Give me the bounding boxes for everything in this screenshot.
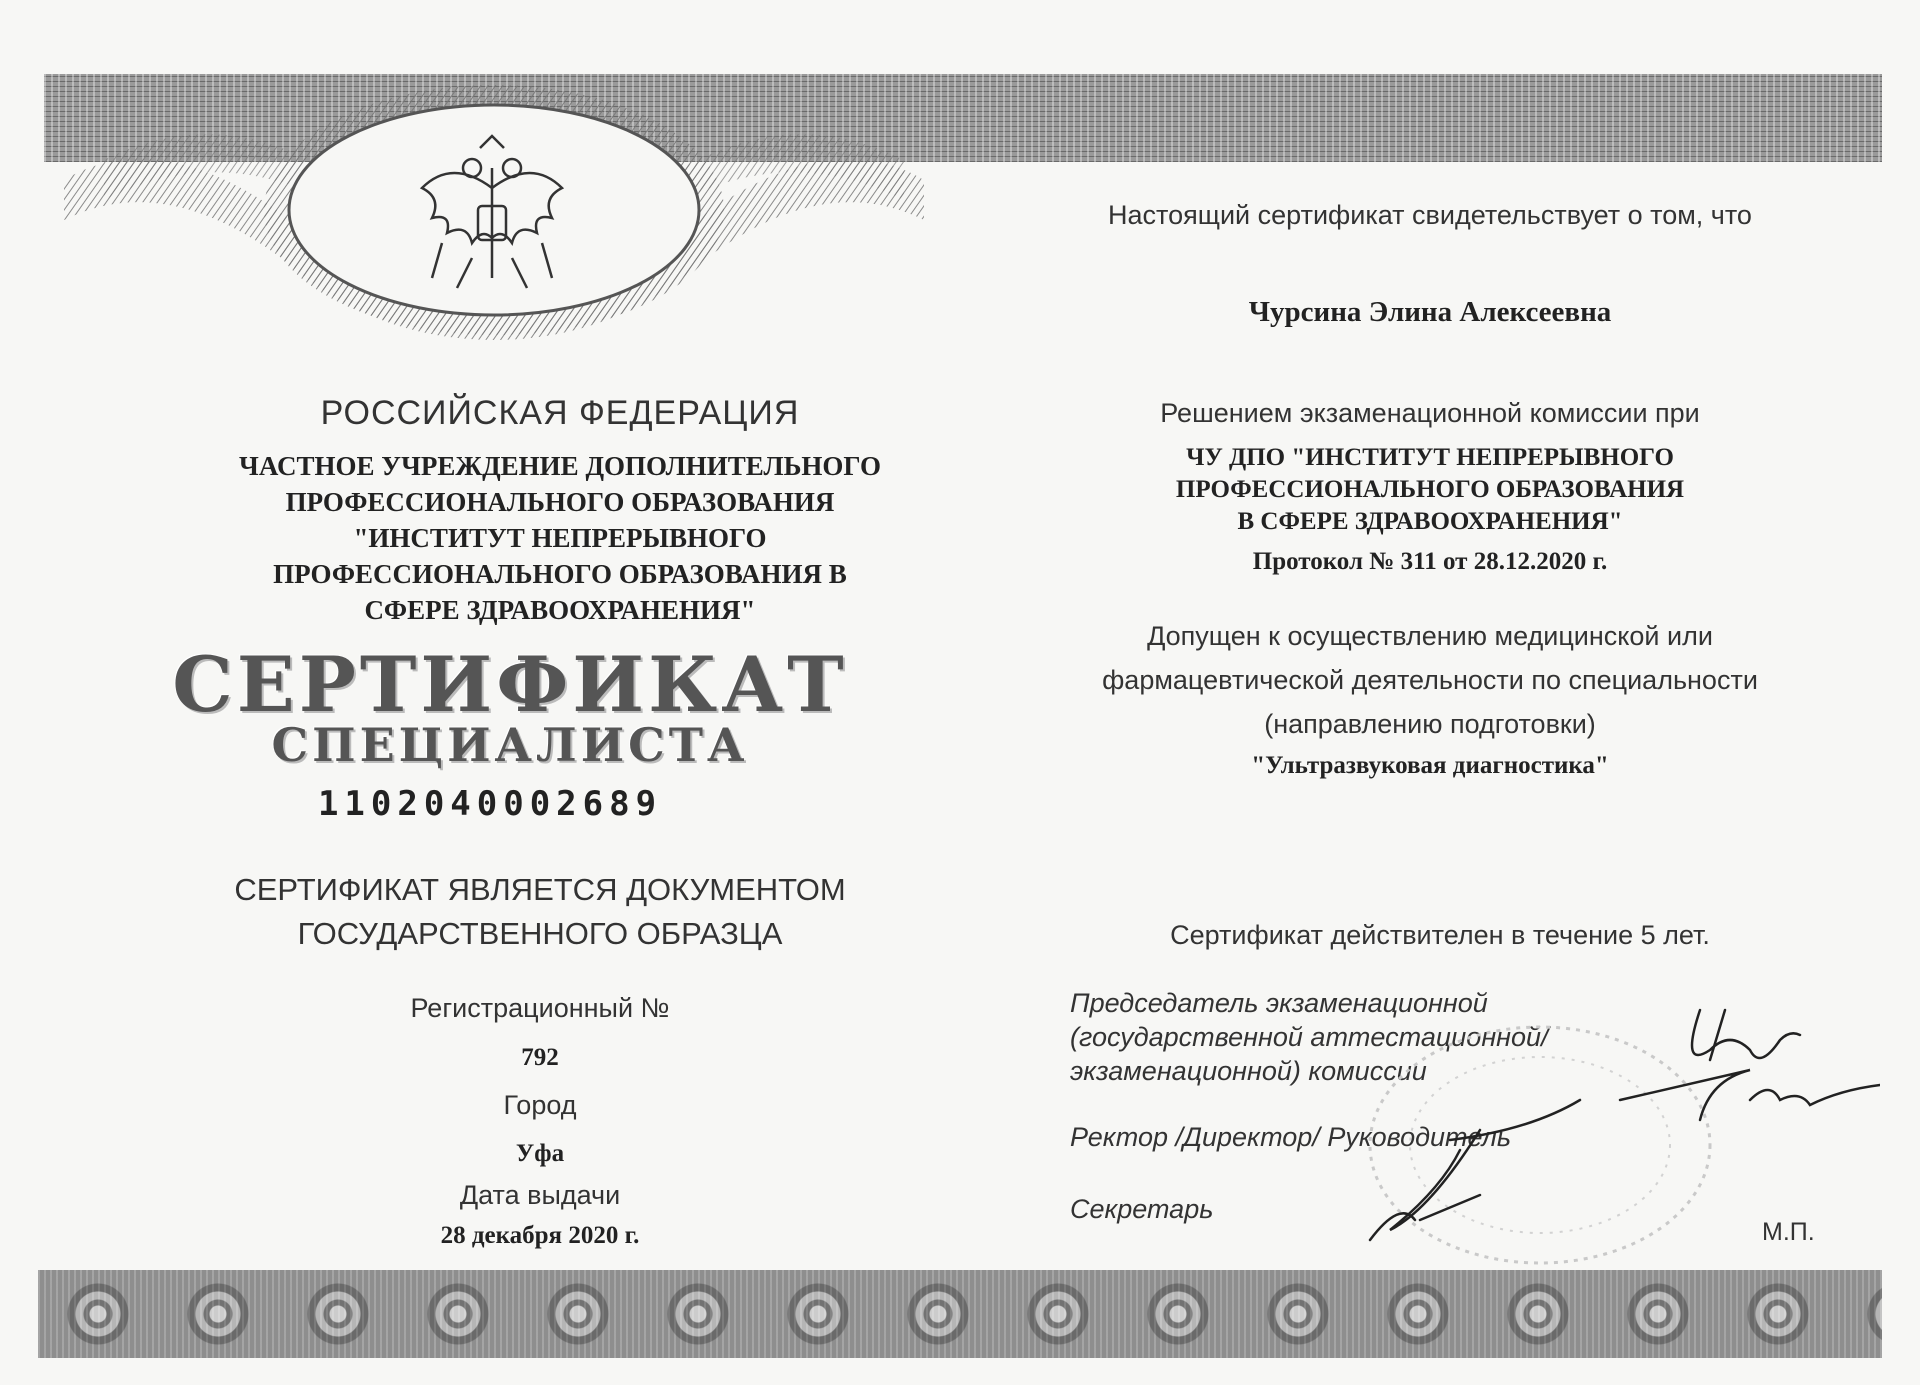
chairman-line: (государственной аттестационной/ — [1070, 1022, 1549, 1052]
city-label: Город — [503, 1090, 577, 1120]
decision-text: Решением экзаменационной комиссии при — [1160, 398, 1700, 428]
signature-icon — [1280, 990, 1880, 1260]
status-line: ГОСУДАРСТВЕННОГО ОБРАЗЦА — [297, 916, 783, 951]
document-status — [150, 868, 930, 956]
specialty: "Ультразвуковая диагностика" — [1251, 752, 1609, 779]
institution-line: СФЕРЕ ЗДРАВООХРАНЕНИЯ" — [364, 595, 756, 625]
org-line: В СФЕРЕ ЗДРАВООХРАНЕНИЯ" — [1237, 508, 1623, 535]
certificate-title: СЕРТИФИКАТ — [172, 640, 848, 729]
org-line: ПРОФЕССИОНАЛЬНОГО ОБРАЗОВАНИЯ — [1175, 476, 1685, 503]
holder-name: Чурсина Элина Алексеевна — [1248, 296, 1612, 328]
organization-name — [1050, 442, 1810, 538]
issue-date-value: 28 декабря 2020 г. — [440, 1222, 640, 1249]
secretary-label: Секретарь — [1070, 1194, 1214, 1224]
protocol: Протокол № 311 от 28.12.2020 г. — [1252, 548, 1608, 575]
institution-line: ПРОФЕССИОНАЛЬНОГО ОБРАЗОВАНИЯ — [285, 487, 835, 517]
reg-number-label: Регистрационный № — [410, 993, 670, 1023]
reg-number-value: 792 — [521, 1044, 559, 1071]
admission-line: (направлению подготовки) — [1264, 709, 1596, 739]
admission-text — [1040, 614, 1820, 746]
institution-name — [100, 448, 1020, 628]
rector-label: Ректор /Директор/ Руководитель — [1070, 1122, 1512, 1152]
chairman-line: Председатель экзаменационной — [1070, 988, 1488, 1018]
stamp-place-label: М.П. — [1762, 1218, 1815, 1246]
intro-text: Настоящий сертификат свидетельствует о том, что — [1108, 200, 1752, 230]
bottom-ornament-band — [38, 1270, 1882, 1358]
org-line: ЧУ ДПО "ИНСТИТУТ НЕПРЕРЫВНОГО — [1186, 444, 1674, 471]
admission-line: Допущен к осуществлению медицинской или — [1147, 621, 1713, 651]
issue-date-label: Дата выдачи — [459, 1180, 621, 1210]
coat-of-arms-icon — [412, 128, 572, 298]
validity-text: Сертификат действителен в течение 5 лет. — [1170, 920, 1710, 950]
institution-line: "ИНСТИТУТ НЕПРЕРЫВНОГО — [353, 523, 767, 553]
chairman-line: экзаменационной) комиссии — [1070, 1056, 1427, 1086]
status-line: СЕРТИФИКАТ ЯВЛЯЕТСЯ ДОКУМЕНТОМ — [234, 872, 846, 907]
city-value: Уфа — [515, 1140, 565, 1167]
institution-line: ЧАСТНОЕ УЧРЕЖДЕНИЕ ДОПОЛНИТЕЛЬНОГО — [239, 451, 881, 481]
institution-line: ПРОФЕССИОНАЛЬНОГО ОБРАЗОВАНИЯ В — [273, 559, 847, 589]
certificate-number: 1102040002689 — [317, 784, 663, 824]
country-name: РОССИЙСКАЯ ФЕДЕРАЦИЯ — [320, 394, 800, 432]
admission-line: фармацевтической деятельности по специальности — [1102, 665, 1758, 695]
certificate-subtitle: СПЕЦИАЛИСТА — [271, 718, 749, 772]
